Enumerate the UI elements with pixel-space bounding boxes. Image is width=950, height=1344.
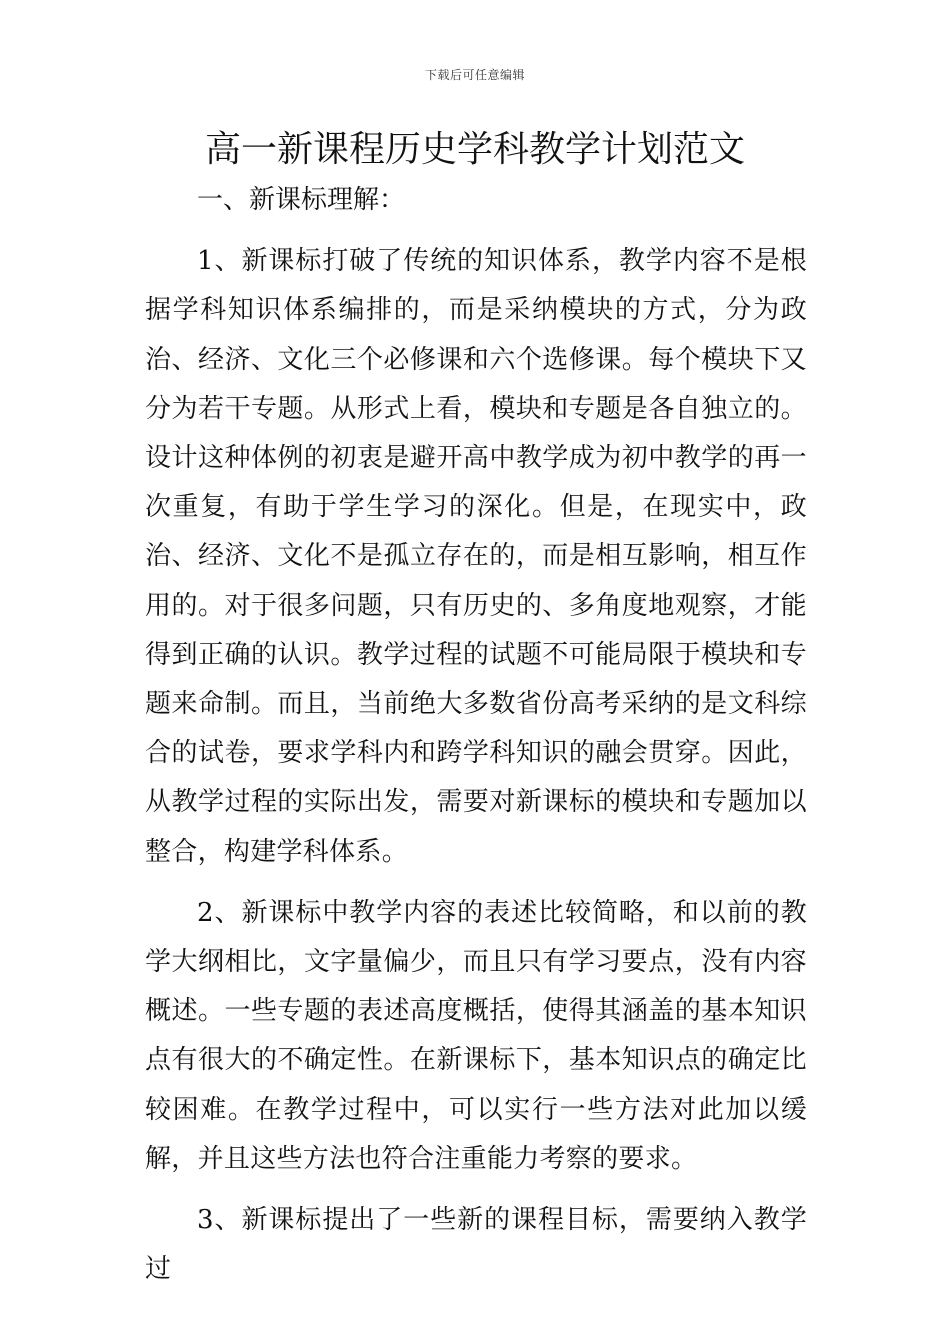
header-note: 下载后可任意编辑 [424,68,525,82]
paragraph-3: 3、新课标提出了一些新的课程目标，需要纳入教学过 [145,1205,807,1285]
paragraph-1: 1、新课标打破了传统的知识体系，教学内容不是根据学科知识体系编排的，而是采纳模块的方式，分为政治、经济、文化三个必修课和六个选修课。每个模块下又分为若干专题。从形式上看，模块和专题是各自独立的。设计这种体例的初衷是避开高中教学成为初中教学的再一次重复，有助于学生学习的深化。但是，在现实中，政治、经济、文化不是孤立存在的，而是相互影响，相互作用的。对于很多问题，只有历史的、多角度地观察，才能得到正确的认识。教学过程的试题不可能局限于模块和专题来命制。而且，当前绝大多数省份高考采纳的是文科综合的试卷，要求学科内和跨学科知识的融会贯穿。因此，从教学过程的实际出发，需要对新课标的模块和专题加以整合，构建学科体系。 [145,246,807,867]
document-title: 高一新课程历史学科教学计划范文 [204,129,745,170]
section-heading: 一、新课标理解： [197,185,406,215]
document-body [145,176,807,1294]
paragraph-2: 2、新课标中教学内容的表述比较简略，和以前的教学大纲相比，文字量偏少，而且只有学习要点，没有内容概述。一些专题的表述高度概括，使得其涵盖的基本知识点有很大的不确定性。在新课标下，基本知识点的确定比较困难。在教学过程中，可以实行一些方法对此加以缓解，并且这些方法也符合注重能力考察的要求。 [145,897,807,1174]
